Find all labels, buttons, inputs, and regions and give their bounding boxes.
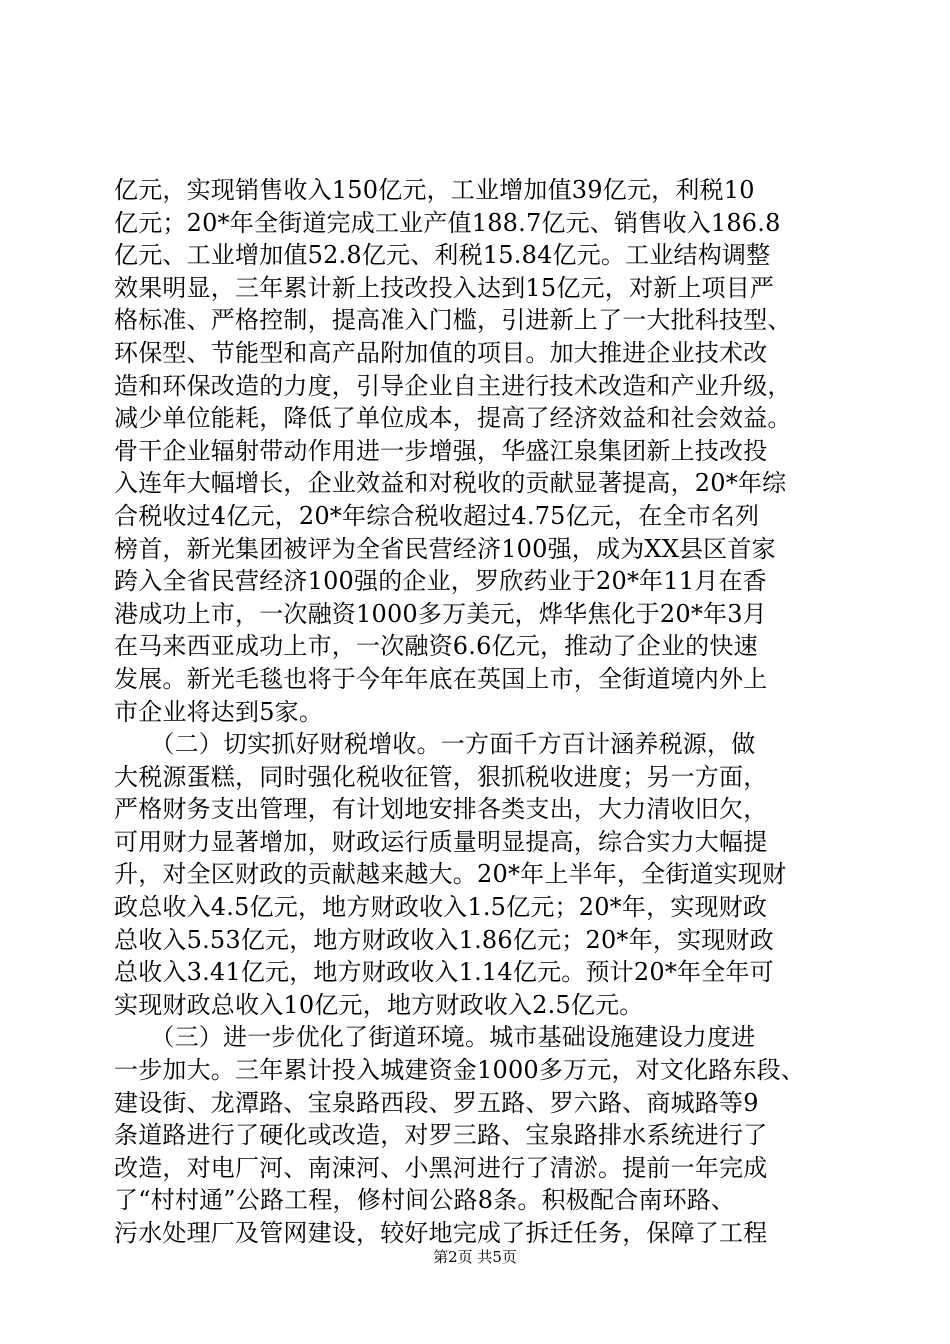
text-line: 亿元；20*年全街道完成工业产值188.7亿元、销售收入186.8 <box>114 208 781 237</box>
text-line: 污水处理厂及管网建设，较好地完成了拆迁任务，保障了工程 <box>114 1219 768 1247</box>
text-line: 骨干企业辐射带动作用进一步增强，华盛江泉集团新上技改投 <box>114 436 768 465</box>
text-line: 总收入5.53亿元，地方财政收入1.86亿元；20*年，实现财政 <box>114 925 774 954</box>
section-heading-line: （三）进一步优化了街道环境。城市基础设施建设力度进 <box>114 1023 756 1052</box>
text-line: 格标准、严格控制，提高准入门槛，引进新上了一大批科技型、 <box>114 306 792 335</box>
text-line: 港成功上市，一次融资1000多万美元，烨华焦化于20*年3月 <box>114 599 767 628</box>
text-line: 亿元、工业增加值52.8亿元、利税15.84亿元。工业结构调整 <box>114 241 771 270</box>
text-line: 亿元，实现销售收入150亿元，工业增加值39亿元，利税10 <box>114 176 755 204</box>
text-line: 效果明显，三年累计新上技改投入达到15亿元，对新上项目严 <box>114 273 775 302</box>
text-line: 市企业将达到5家。 <box>114 697 324 726</box>
text-line: 减少单位能耗，降低了单位成本，提高了经济效益和社会效益。 <box>114 404 792 433</box>
text-line: 造和环保改造的力度，引导企业自主进行技术改造和产业升级， <box>114 371 792 400</box>
text-line: 在马来西亚成功上市，一次融资6.6亿元，推动了企业的快速 <box>114 632 758 661</box>
text-line: 升，对全区财政的贡献越来越大。20*年上半年，全街道实现财 <box>114 860 787 889</box>
text-line: 合税收过4亿元，20*年综合税收超过4.75亿元，在全市名列 <box>114 501 760 530</box>
text-line: 榜首，新光集团被评为全省民营经济100强，成为XX县区首家 <box>114 534 776 563</box>
section-heading-line: （二）切实抓好财税增收。一方面千方百计涵养税源，做 <box>114 730 756 759</box>
text-line: 环保型、节能型和高产品附加值的项目。加大推进企业技术改 <box>114 338 768 367</box>
text-line: 实现财政总收入10亿元，地方财政收入2.5亿元。 <box>114 990 644 1019</box>
text-line: 改造，对电厂河、南涑河、小黑河进行了清淤。提前一年完成 <box>114 1153 768 1182</box>
text-line: 入连年大幅增长，企业效益和对税收的贡献显著提高，20*年综 <box>114 469 787 498</box>
text-line: 发展。新光毛毯也将于今年年底在英国上市，全街道境内外上 <box>114 664 768 693</box>
text-line: 大税源蛋糕，同时强化税收征管，狠抓税收进度；另一方面， <box>114 762 768 791</box>
text-line: 跨入全省民营经济100强的企业，罗欣药业于20*年11月在香 <box>114 567 767 596</box>
page-footer: 第2页 共5页 <box>433 1248 517 1266</box>
text-line: 了“村村通”公路工程，修村间公路8条。积极配合南环路、 <box>114 1186 736 1215</box>
text-line: 一步加大。三年累计投入城建资金1000多万元，对文化路东段、 <box>114 1056 806 1085</box>
text-line: 政总收入4.5亿元，地方财政收入1.5亿元；20*年，实现财政 <box>114 893 768 922</box>
body-text <box>114 174 854 1250</box>
text-line: 建设街、龙潭路、宝泉路西段、罗五路、罗六路、商城路等9 <box>114 1088 759 1117</box>
text-line: 总收入3.41亿元，地方财政收入1.14亿元。预计20*年全年可 <box>114 958 774 987</box>
text-line: 条道路进行了硬化或改造，对罗三路、宝泉路排水系统进行了 <box>114 1121 768 1150</box>
text-line: 严格财务支出管理，有计划地安排各类支出，大力清收旧欠， <box>114 795 768 824</box>
text-line: 可用财力显著增加，财政运行质量明显提高，综合实力大幅提 <box>114 827 768 856</box>
